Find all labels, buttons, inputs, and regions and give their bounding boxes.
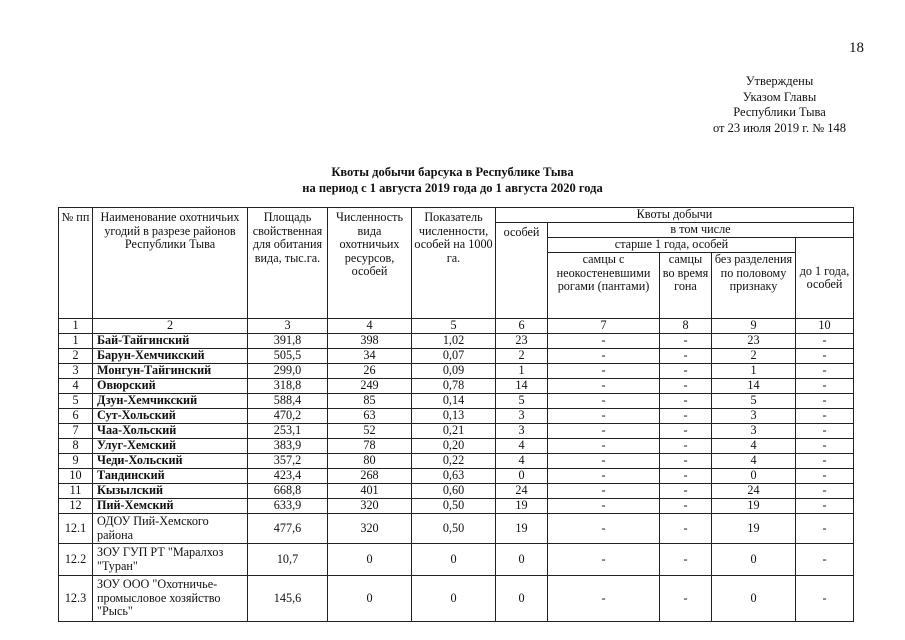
population-count: 26 bbox=[328, 364, 412, 379]
quota-total: 0 bbox=[496, 469, 548, 484]
population-count: 34 bbox=[328, 349, 412, 364]
row-number: 8 bbox=[59, 439, 93, 454]
quota-males-antlers: - bbox=[548, 514, 660, 544]
quota-total: 5 bbox=[496, 394, 548, 409]
row-number: 12.3 bbox=[59, 576, 93, 622]
quota-under1: - bbox=[796, 364, 854, 379]
quota-under1: - bbox=[796, 514, 854, 544]
quota-under1: - bbox=[796, 544, 854, 576]
title-line: Квоты добычи барсука в Республике Тыва bbox=[331, 165, 574, 179]
district-name: ЗОУ ООО "Охотничье-промысловое хозяйство "Рысь" bbox=[93, 576, 248, 622]
table-row bbox=[59, 469, 854, 484]
table-row bbox=[59, 424, 854, 439]
population-count: 63 bbox=[328, 409, 412, 424]
col-number: 6 bbox=[496, 319, 548, 334]
habitat-area: 423,4 bbox=[248, 469, 328, 484]
habitat-area: 668,8 bbox=[248, 484, 328, 499]
quota-males-rut: - bbox=[660, 484, 712, 499]
density-index: 0,20 bbox=[412, 439, 496, 454]
table-row bbox=[59, 484, 854, 499]
row-number: 12 bbox=[59, 499, 93, 514]
district-name: ЗОУ ГУП РТ "Маралхоз "Туран" bbox=[93, 544, 248, 576]
habitat-area: 505,5 bbox=[248, 349, 328, 364]
approval-line: Республики Тыва bbox=[733, 105, 826, 119]
density-index: 0,14 bbox=[412, 394, 496, 409]
quota-males-rut: - bbox=[660, 364, 712, 379]
quota-under1: - bbox=[796, 349, 854, 364]
header-no-sex: без разделения по половому признаку bbox=[712, 253, 796, 319]
quota-males-rut: - bbox=[660, 424, 712, 439]
table-row bbox=[59, 439, 854, 454]
row-number: 5 bbox=[59, 394, 93, 409]
table-row bbox=[59, 514, 854, 544]
quota-total: 0 bbox=[496, 576, 548, 622]
district-name: Барун-Хемчикский bbox=[93, 349, 248, 364]
table-row bbox=[59, 334, 854, 349]
quota-males-rut: - bbox=[660, 469, 712, 484]
habitat-area: 477,6 bbox=[248, 514, 328, 544]
header-males-antlers: самцы с неокостеневшими рогами (пантами) bbox=[548, 253, 660, 319]
habitat-area: 318,8 bbox=[248, 379, 328, 394]
approval-line: от 23 июля 2019 г. № 148 bbox=[712, 120, 846, 135]
header-older: старше 1 года, особей bbox=[548, 238, 796, 253]
col-number: 8 bbox=[660, 319, 712, 334]
quota-table bbox=[58, 207, 854, 622]
quota-males-rut: - bbox=[660, 514, 712, 544]
table-row bbox=[59, 379, 854, 394]
quota-males-rut: - bbox=[660, 544, 712, 576]
density-index: 0,78 bbox=[412, 379, 496, 394]
density-index: 0,21 bbox=[412, 424, 496, 439]
quota-under1: - bbox=[796, 499, 854, 514]
quota-no-sex: 0 bbox=[712, 544, 796, 576]
district-name: Тандинский bbox=[93, 469, 248, 484]
table-row bbox=[59, 349, 854, 364]
quota-males-antlers: - bbox=[548, 544, 660, 576]
quota-males-antlers: - bbox=[548, 409, 660, 424]
table-row bbox=[59, 499, 854, 514]
quota-under1: - bbox=[796, 394, 854, 409]
density-index: 0,50 bbox=[412, 499, 496, 514]
header-index: Показатель численности, особей на 1000 га. bbox=[412, 208, 496, 319]
quota-under1: - bbox=[796, 454, 854, 469]
habitat-area: 633,9 bbox=[248, 499, 328, 514]
habitat-area: 145,6 bbox=[248, 576, 328, 622]
quota-under1: - bbox=[796, 334, 854, 349]
habitat-area: 391,8 bbox=[248, 334, 328, 349]
quota-no-sex: 0 bbox=[712, 469, 796, 484]
density-index: 0,07 bbox=[412, 349, 496, 364]
quota-males-antlers: - bbox=[548, 379, 660, 394]
quota-under1: - bbox=[796, 439, 854, 454]
quota-total: 19 bbox=[496, 499, 548, 514]
habitat-area: 383,9 bbox=[248, 439, 328, 454]
habitat-area: 588,4 bbox=[248, 394, 328, 409]
density-index: 0 bbox=[412, 544, 496, 576]
title-line: на период с 1 августа 2019 года до 1 августа 2020 года bbox=[302, 180, 603, 195]
quota-total: 3 bbox=[496, 409, 548, 424]
quota-no-sex: 1 bbox=[712, 364, 796, 379]
quota-males-rut: - bbox=[660, 409, 712, 424]
quota-males-antlers: - bbox=[548, 349, 660, 364]
district-name: Кызылский bbox=[93, 484, 248, 499]
col-number: 1 bbox=[59, 319, 93, 334]
quota-no-sex: 4 bbox=[712, 454, 796, 469]
quota-total: 3 bbox=[496, 424, 548, 439]
approval-line: Утверждены bbox=[745, 74, 814, 88]
table-row bbox=[59, 409, 854, 424]
quota-males-rut: - bbox=[660, 576, 712, 622]
district-name: Бай-Тайгинский bbox=[93, 334, 248, 349]
row-number: 1 bbox=[59, 334, 93, 349]
quota-males-antlers: - bbox=[548, 576, 660, 622]
quota-total: 23 bbox=[496, 334, 548, 349]
quota-under1: - bbox=[796, 409, 854, 424]
habitat-area: 357,2 bbox=[248, 454, 328, 469]
habitat-area: 253,1 bbox=[248, 424, 328, 439]
table-row bbox=[59, 544, 854, 576]
district-name: Улуг-Хемский bbox=[93, 439, 248, 454]
district-name: Сут-Хольский bbox=[93, 409, 248, 424]
column-number-row bbox=[59, 319, 854, 334]
quota-no-sex: 14 bbox=[712, 379, 796, 394]
district-name: ОДОУ Пий-Хемского района bbox=[93, 514, 248, 544]
quota-under1: - bbox=[796, 469, 854, 484]
quota-no-sex: 24 bbox=[712, 484, 796, 499]
population-count: 249 bbox=[328, 379, 412, 394]
district-name: Чаа-Хольский bbox=[93, 424, 248, 439]
population-count: 320 bbox=[328, 514, 412, 544]
population-count: 78 bbox=[328, 439, 412, 454]
quota-males-antlers: - bbox=[548, 499, 660, 514]
quota-no-sex: 3 bbox=[712, 409, 796, 424]
district-name: Чеди-Хольский bbox=[93, 454, 248, 469]
col-number: 3 bbox=[248, 319, 328, 334]
row-number: 6 bbox=[59, 409, 93, 424]
quota-under1: - bbox=[796, 424, 854, 439]
population-count: 401 bbox=[328, 484, 412, 499]
density-index: 0,09 bbox=[412, 364, 496, 379]
density-index: 0,22 bbox=[412, 454, 496, 469]
density-index: 1,02 bbox=[412, 334, 496, 349]
quota-males-rut: - bbox=[660, 394, 712, 409]
quota-males-antlers: - bbox=[548, 439, 660, 454]
col-number: 7 bbox=[548, 319, 660, 334]
quota-total: 1 bbox=[496, 364, 548, 379]
population-count: 398 bbox=[328, 334, 412, 349]
col-number: 10 bbox=[796, 319, 854, 334]
row-number: 2 bbox=[59, 349, 93, 364]
row-number: 11 bbox=[59, 484, 93, 499]
quota-males-antlers: - bbox=[548, 469, 660, 484]
population-count: 320 bbox=[328, 499, 412, 514]
quota-no-sex: 19 bbox=[712, 514, 796, 544]
quota-total: 4 bbox=[496, 439, 548, 454]
population-count: 80 bbox=[328, 454, 412, 469]
quota-no-sex: 19 bbox=[712, 499, 796, 514]
approval-stamp bbox=[713, 74, 846, 136]
header-area: Площадь свойственная для обитания вида, тыс.га. bbox=[248, 208, 328, 319]
row-number: 10 bbox=[59, 469, 93, 484]
header-count: Численность вида охотничьих ресурсов, особей bbox=[328, 208, 412, 319]
header-name: Наименование охотничьих угодий в разрезе районов Республики Тыва bbox=[93, 208, 248, 319]
population-count: 0 bbox=[328, 576, 412, 622]
habitat-area: 299,0 bbox=[248, 364, 328, 379]
header-including: в том числе bbox=[548, 223, 854, 238]
row-number: 3 bbox=[59, 364, 93, 379]
quota-total: 4 bbox=[496, 454, 548, 469]
row-number: 9 bbox=[59, 454, 93, 469]
quota-no-sex: 5 bbox=[712, 394, 796, 409]
table-row bbox=[59, 454, 854, 469]
row-number: 12.1 bbox=[59, 514, 93, 544]
density-index: 0,60 bbox=[412, 484, 496, 499]
row-number: 12.2 bbox=[59, 544, 93, 576]
col-number: 4 bbox=[328, 319, 412, 334]
quota-under1: - bbox=[796, 379, 854, 394]
density-index: 0,50 bbox=[412, 514, 496, 544]
col-number: 2 bbox=[93, 319, 248, 334]
population-count: 268 bbox=[328, 469, 412, 484]
habitat-area: 10,7 bbox=[248, 544, 328, 576]
habitat-area: 470,2 bbox=[248, 409, 328, 424]
district-name: Овюрский bbox=[93, 379, 248, 394]
header-total: особей bbox=[496, 223, 548, 319]
header-quota: Квоты добычи bbox=[496, 208, 854, 223]
population-count: 52 bbox=[328, 424, 412, 439]
quota-total: 0 bbox=[496, 544, 548, 576]
table-row bbox=[59, 394, 854, 409]
quota-males-rut: - bbox=[660, 499, 712, 514]
quota-no-sex: 2 bbox=[712, 349, 796, 364]
quota-no-sex: 23 bbox=[712, 334, 796, 349]
table-row bbox=[59, 576, 854, 622]
table-row bbox=[59, 364, 854, 379]
district-name: Дзун-Хемчикский bbox=[93, 394, 248, 409]
header-num: № пп bbox=[59, 208, 93, 319]
quota-no-sex: 3 bbox=[712, 424, 796, 439]
district-name: Монгун-Тайгинский bbox=[93, 364, 248, 379]
quota-males-antlers: - bbox=[548, 334, 660, 349]
quota-total: 19 bbox=[496, 514, 548, 544]
quota-males-antlers: - bbox=[548, 484, 660, 499]
col-number: 5 bbox=[412, 319, 496, 334]
quota-no-sex: 4 bbox=[712, 439, 796, 454]
density-index: 0,13 bbox=[412, 409, 496, 424]
quota-males-antlers: - bbox=[548, 454, 660, 469]
quota-total: 2 bbox=[496, 349, 548, 364]
quota-under1: - bbox=[796, 484, 854, 499]
quota-males-antlers: - bbox=[548, 394, 660, 409]
row-number: 7 bbox=[59, 424, 93, 439]
quota-males-rut: - bbox=[660, 349, 712, 364]
district-name: Пий-Хемский bbox=[93, 499, 248, 514]
quota-males-antlers: - bbox=[548, 424, 660, 439]
row-number: 4 bbox=[59, 379, 93, 394]
col-number: 9 bbox=[712, 319, 796, 334]
quota-males-rut: - bbox=[660, 439, 712, 454]
quota-total: 14 bbox=[496, 379, 548, 394]
header-males-rut: самцы во время гона bbox=[660, 253, 712, 319]
approval-line: Указом Главы bbox=[742, 89, 817, 104]
quota-males-antlers: - bbox=[548, 364, 660, 379]
density-index: 0,63 bbox=[412, 469, 496, 484]
quota-no-sex: 0 bbox=[712, 576, 796, 622]
quota-males-rut: - bbox=[660, 379, 712, 394]
page-number: 18 bbox=[849, 40, 864, 56]
quota-under1: - bbox=[796, 576, 854, 622]
quota-males-rut: - bbox=[660, 334, 712, 349]
quota-total: 24 bbox=[496, 484, 548, 499]
quota-males-rut: - bbox=[660, 454, 712, 469]
population-count: 0 bbox=[328, 544, 412, 576]
density-index: 0 bbox=[412, 576, 496, 622]
header-under1: до 1 года, особей bbox=[796, 238, 854, 319]
population-count: 85 bbox=[328, 394, 412, 409]
document-title bbox=[0, 165, 905, 196]
